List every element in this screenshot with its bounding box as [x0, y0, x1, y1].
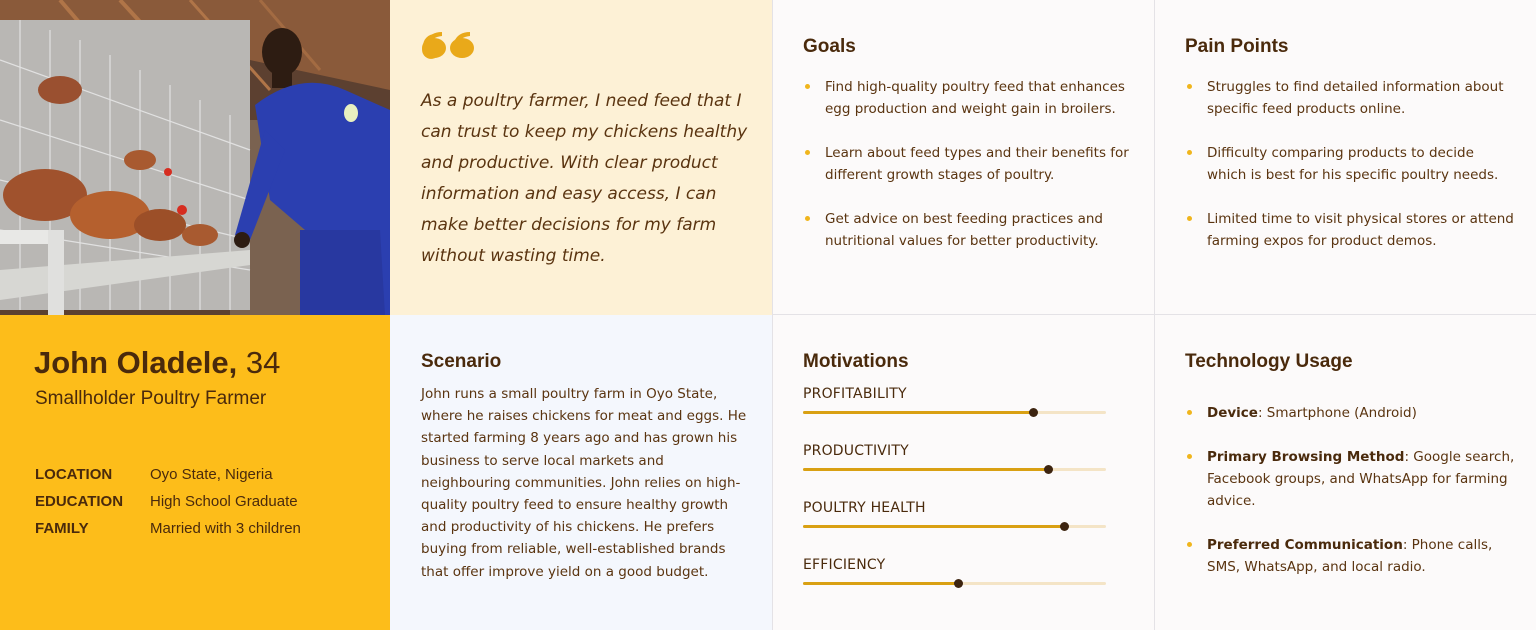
motivation-bar-knob	[1044, 465, 1053, 474]
bullet-icon	[1187, 454, 1192, 459]
list-item: Primary Browsing Method: Google search, Facebook groups, and WhatsApp for farming advice.	[1185, 446, 1515, 512]
scenario-text: John runs a small poultry farm in Oyo State, where he raises chickens for meat and eggs. He started farming 8 years ago and has grown his business to serve local markets and neighbouring communities. John relies on high-quality poultry feed to ensure healthy growth and productivity of his chickens. He prefers buying from reliable, well-established brands that offer improve yield on a good budget.	[421, 386, 747, 580]
list-item: Limited time to visit physical stores or attend farming expos for product demos.	[1185, 208, 1515, 252]
fact-location: LOCATION Oyo State, Nigeria	[35, 466, 273, 483]
farmer-photo-illustration	[0, 0, 390, 315]
motivation-bar-knob	[954, 579, 963, 588]
goals-title: Goals	[803, 36, 856, 57]
motivation-bar-fill	[803, 525, 1064, 528]
list-item: Device: Smartphone (Android)	[1185, 402, 1515, 424]
list-item: Preferred Communication: Phone calls, SMS, WhatsApp, and local radio.	[1185, 534, 1515, 578]
motivations-title: Motivations	[803, 351, 909, 372]
persona-full-name: John Oladele,	[34, 345, 238, 380]
bullet-icon	[1187, 84, 1192, 89]
bullet-icon	[1187, 150, 1192, 155]
motivation-poultry-health: POULTRY HEALTH	[803, 500, 1106, 528]
bullet-icon	[805, 216, 810, 221]
bullet-icon	[1187, 216, 1192, 221]
motivation-bar-fill	[803, 582, 958, 585]
motivation-profitability: PROFITABILITY	[803, 386, 1106, 414]
persona-facts	[35, 461, 301, 542]
motivation-bar	[803, 525, 1106, 528]
persona-role: Smallholder Poultry Farmer	[35, 388, 267, 409]
list-item: Learn about feed types and their benefits for different growth stages of poultry.	[803, 142, 1133, 186]
motivation-efficiency: EFFICIENCY	[803, 557, 1106, 585]
scenario-title: Scenario	[421, 351, 502, 372]
persona-name	[34, 345, 280, 381]
list-item: Get advice on best feeding practices and nutritional values for better productivity.	[803, 208, 1133, 252]
divider	[772, 314, 1536, 315]
bullet-icon	[805, 150, 810, 155]
pain-points-list	[1185, 76, 1515, 274]
pain-points-card	[1154, 0, 1536, 315]
pain-points-title: Pain Points	[1185, 36, 1289, 57]
divider	[1154, 0, 1155, 630]
technology-usage-title: Technology Usage	[1185, 351, 1353, 372]
motivation-bar-fill	[803, 468, 1048, 471]
fact-family: FAMILY Married with 3 children	[35, 520, 301, 537]
motivation-bar	[803, 582, 1106, 585]
motivations-card	[772, 315, 1154, 630]
motivation-bar	[803, 468, 1106, 471]
motivation-bar	[803, 411, 1106, 414]
persona-quote-text: As a poultry farmer, I need feed that I can trust to keep my chickens healthy and productive. With clear product information and easy access, I can make better decisions for my farm without wasting time.	[421, 91, 748, 266]
list-item: Difficulty comparing products to decide which is best for his specific poultry needs.	[1185, 142, 1515, 186]
scenario-card	[390, 315, 772, 630]
goals-list	[803, 76, 1133, 274]
technology-usage-card	[1154, 315, 1536, 630]
motivation-productivity: PRODUCTIVITY	[803, 443, 1106, 471]
list-item: Struggles to find detailed information about specific feed products online.	[1185, 76, 1515, 120]
motivation-bar-knob	[1029, 408, 1038, 417]
bullet-icon	[1187, 542, 1192, 547]
persona-age: 34	[245, 345, 281, 380]
persona-quote-panel	[390, 0, 772, 315]
technology-list	[1185, 402, 1515, 600]
persona-photo	[0, 0, 390, 315]
divider	[772, 0, 773, 630]
bullet-icon	[1187, 410, 1192, 415]
quote-open-icon	[420, 26, 476, 60]
fact-education: EDUCATION High School Graduate	[35, 493, 298, 510]
list-item: Find high-quality poultry feed that enhances egg production and weight gain in broilers.	[803, 76, 1133, 120]
goals-card	[772, 0, 1154, 315]
bullet-icon	[805, 84, 810, 89]
motivation-bar-fill	[803, 411, 1033, 414]
persona-profile-panel	[0, 315, 390, 630]
motivation-bar-knob	[1060, 522, 1069, 531]
